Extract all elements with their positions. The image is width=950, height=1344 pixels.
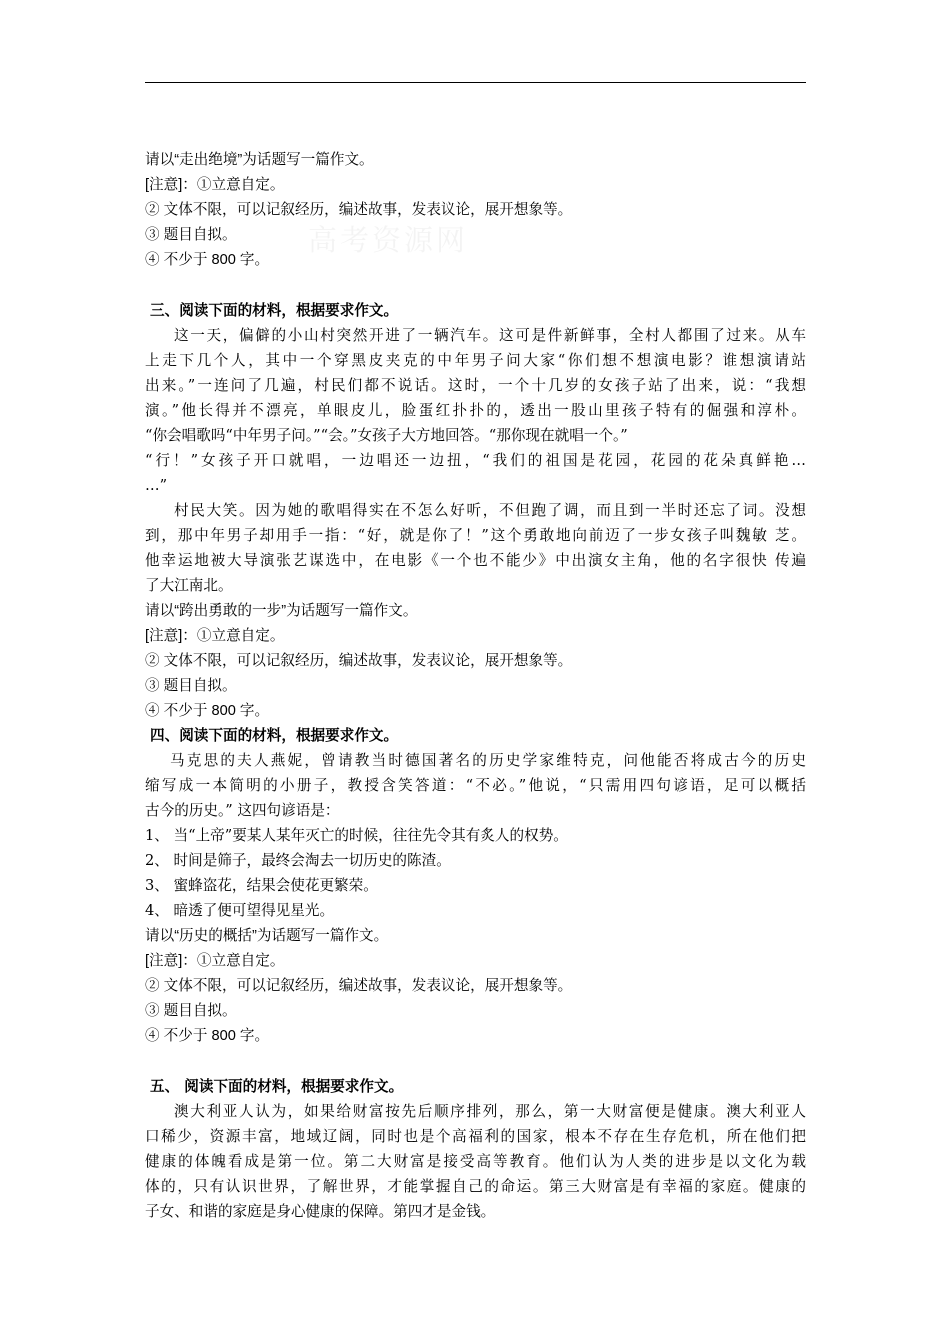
paragraph-line: 缩写成一本简明的小册子，教授含笑答道：“不必。”他说，“只需用四句谚语，足可以概括: [145, 777, 806, 794]
list-item: 4、 暗透了便可望得见星光。: [145, 902, 335, 919]
paragraph-line: 演。”他长得并不漂亮，单眼皮儿，脸蛋红扑扑的，透出一股山里孩子特有的倔强和淳朴。: [145, 402, 806, 419]
note-line: ④ 不少于 800 字。: [145, 1028, 270, 1044]
paragraph-line: …”: [145, 477, 168, 494]
paragraph-line: 上走下几个人，其中一个穿黑皮夹克的中年男子问大家“你们想不想演电影？谁想演请站: [145, 352, 806, 369]
header-rule: [145, 82, 806, 83]
prompt-line: 请以“走出绝境”为话题写一篇作文。: [145, 152, 374, 168]
paragraph-line: 到，那中年男子却用手一指：“好，就是你了！”这个勇敢地向前迈了一步女孩子叫魏敏 芝。: [145, 527, 806, 544]
list-item: 3、 蜜蜂盗花，结果会使花更繁荣。: [145, 877, 378, 894]
note-line: ② 文体不限，可以记叙经历，编述故事，发表议论，展开想象等。: [145, 202, 573, 218]
list-item: 1、 当“上帝”要某人某年灭亡的时候，往往先令其有炙人的权势。: [145, 827, 568, 844]
paragraph-line: 马克思的夫人燕妮，曾请教当时德国著名的历史学家维特克，问他能否将成古今的历史: [170, 752, 806, 769]
note-line: ② 文体不限，可以记叙经历，编述故事，发表议论，展开想象等。: [145, 978, 573, 994]
note-line: ② 文体不限，可以记叙经历，编述故事，发表议论，展开想象等。: [145, 653, 573, 669]
note-line: [注意]：①立意自定。: [145, 953, 285, 969]
note-line: ④ 不少于 800 字。: [145, 703, 270, 719]
paragraph-line: 出来。”一连问了几遍，村民们都不说话。这时，一个十几岁的女孩子站了出来，说：“我想: [145, 377, 806, 394]
paragraph-line: 村民大笑。因为她的歌唱得实在不怎么好听，不但跑了调，而且到一半时还忘了词。没想: [174, 502, 806, 519]
watermark: [308, 218, 468, 259]
section-heading: 三、阅读下面的材料，根据要求作文。: [150, 302, 399, 319]
note-line: ③ 题目自拟。: [145, 678, 237, 694]
list-item: 2、 时间是筛子，最终会淘去一切历史的陈渣。: [145, 852, 451, 869]
prompt-line: 请以“跨出勇敢的一步”为话题写一篇作文。: [145, 603, 418, 619]
note-line: ③ 题目自拟。: [145, 227, 237, 243]
paragraph-line: 口稀少，资源丰富，地域辽阔，同时也是个高福利的国家，根本不存在生存危机，所在他们把: [145, 1128, 806, 1145]
paragraph-line: 了大江南北。: [145, 577, 233, 594]
paragraph-line: 健康的体魄看成是第一位。第二大财富是接受高等教育。他们认为人类的进步是以文化为载: [145, 1153, 806, 1170]
paragraph-line: 他幸运地被大导演张艺谋选中，在电影《一个也不能少》中出演女主角，他的名字很快 传遍: [145, 552, 806, 569]
paragraph-line: “你会唱歌吗“中年男子问。”“会。”女孩子大方地回答。“那你现在就唱一个。”: [145, 427, 628, 444]
note-line: [注意]：①立意自定。: [145, 628, 285, 644]
paragraph-line: 这一天，偏僻的小山村突然开进了一辆汽车。这可是件新鲜事，全村人都围了过来。从车: [174, 327, 806, 344]
paragraph-line: 澳大利亚人认为，如果给财富按先后顺序排列，那么，第一大财富便是健康。澳大利亚人: [174, 1103, 806, 1120]
section-heading: 四、阅读下面的材料，根据要求作文。: [150, 727, 399, 744]
paragraph-line: “行！”女孩子开口就唱，一边唱还一边扭，“我们的祖国是花园，花园的花朵真鲜艳…: [145, 452, 806, 469]
paragraph-line: 体的，只有认识世界，了解世界，才能掌握自己的命运。第三大财富是有幸福的家庭。健康的: [145, 1178, 806, 1195]
note-line: ④ 不少于 800 字。: [145, 252, 270, 268]
note-line: [注意]：①立意自定。: [145, 177, 285, 193]
note-line: ③ 题目自拟。: [145, 1003, 237, 1019]
paragraph-line: 古今的历史。” 这四句谚语是：: [145, 802, 340, 819]
prompt-line: 请以“历史的概括”为话题写一篇作文。: [145, 928, 389, 944]
section-heading: 五、 阅读下面的材料，根据要求作文。: [150, 1078, 404, 1095]
paragraph-line: 子女、和谐的家庭是身心健康的保障。第四才是金钱。: [145, 1203, 496, 1220]
